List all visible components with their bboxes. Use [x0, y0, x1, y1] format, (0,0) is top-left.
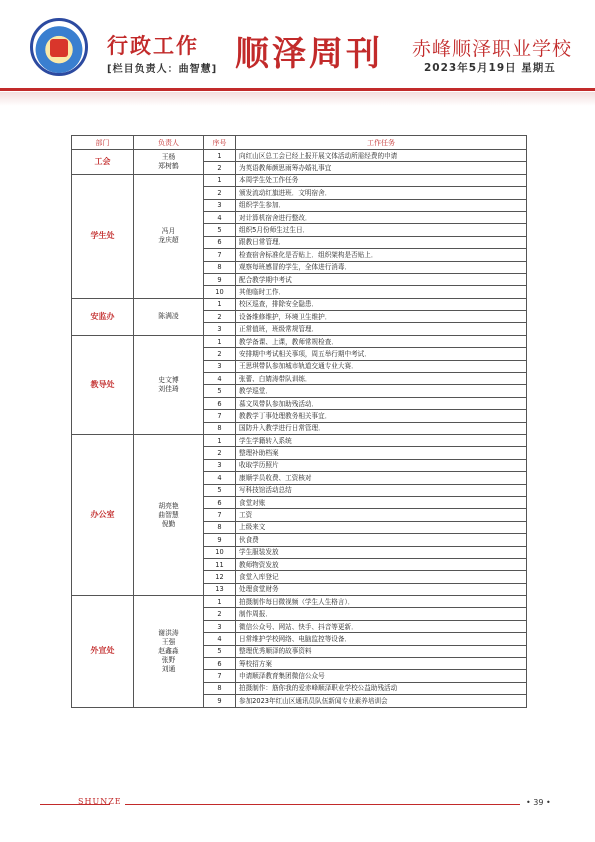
task-number: 8	[204, 422, 236, 434]
dept-cell: 工会	[72, 150, 134, 175]
school-logo	[30, 18, 88, 76]
column-title: 行政工作	[107, 34, 199, 58]
task-number: 2	[204, 311, 236, 323]
person-cell: 冯月 龙庆超	[134, 174, 204, 298]
task-number: 3	[204, 323, 236, 335]
page-header	[0, 0, 595, 92]
task-text: 食堂入库登记	[236, 571, 527, 583]
task-number: 2	[204, 348, 236, 360]
task-number: 1	[204, 596, 236, 608]
task-number: 7	[204, 249, 236, 261]
task-text: 拍摄制作每日微视频（学生人生格言）．	[236, 596, 527, 608]
task-text: 整理补助档案	[236, 447, 527, 459]
task-number: 4	[204, 211, 236, 223]
task-text: 组织学生参加．	[236, 199, 527, 211]
work-task-table	[71, 135, 527, 708]
task-text: 食堂对账	[236, 496, 527, 508]
task-text: 颁发流动红旗进班．文明宿舍．	[236, 187, 527, 199]
header-person: 负责人	[134, 136, 204, 150]
header-number: 序号	[204, 136, 236, 150]
task-text: 拍摄制作：筋你我的爱赤峰顺泽职业学校公益助残活动	[236, 682, 527, 694]
task-text: 为英语教师颜思雨筹办婚礼事宜	[236, 162, 527, 174]
task-text: 跟教日常管理．	[236, 236, 527, 248]
task-text: 教师物资发放	[236, 558, 527, 570]
table-body	[72, 150, 527, 708]
task-number: 7	[204, 410, 236, 422]
task-text: 写科技馆活动总结	[236, 484, 527, 496]
task-text: 教学巡堂．	[236, 385, 527, 397]
task-number: 12	[204, 571, 236, 583]
task-text: 张蕾、白婧涛带队训练．	[236, 373, 527, 385]
magazine-title: 顺泽周刊	[235, 34, 383, 74]
task-text: 观察每班感冒的学生，全体进行消毒．	[236, 261, 527, 273]
task-number: 7	[204, 509, 236, 521]
task-number: 9	[204, 273, 236, 285]
school-name: 赤峰顺泽职业学校	[412, 38, 573, 60]
page-number: • 39 •	[526, 798, 551, 807]
task-number: 11	[204, 558, 236, 570]
task-number: 1	[204, 174, 236, 186]
table-row	[72, 434, 527, 446]
task-number: 1	[204, 335, 236, 347]
task-number: 3	[204, 199, 236, 211]
task-number: 13	[204, 583, 236, 595]
task-number: 9	[204, 695, 236, 707]
task-number: 1	[204, 298, 236, 310]
footer-brand: SHUNZE	[78, 797, 122, 806]
task-text: 组织5月份师生过生日．	[236, 224, 527, 236]
task-text: 学生学籍转入系统	[236, 434, 527, 446]
task-number: 5	[204, 484, 236, 496]
task-text: 日常维护学校网络、电脑监控等设备．	[236, 633, 527, 645]
task-number: 10	[204, 546, 236, 558]
task-number: 6	[204, 397, 236, 409]
task-number: 8	[204, 521, 236, 533]
person-cell: 陈满凌	[134, 298, 204, 335]
task-number: 3	[204, 620, 236, 632]
task-text: 康顺学员收费、工资核对	[236, 472, 527, 484]
task-text: 整理优秀顺泽的故事资料	[236, 645, 527, 657]
person-cell: 胡亮艳 曲智慧 倪勤	[134, 434, 204, 595]
person-cell: 王杨 郑树鹤	[134, 150, 204, 175]
task-number: 4	[204, 472, 236, 484]
task-number: 10	[204, 286, 236, 298]
task-text: 参加2023年红山区通讯员队伍新闻专业素养培训会	[236, 695, 527, 707]
table-row	[72, 596, 527, 608]
task-text: 学生服装发放	[236, 546, 527, 558]
task-number: 3	[204, 459, 236, 471]
task-text: 教学备课、上课，教师常规检查．	[236, 335, 527, 347]
dept-cell: 安监办	[72, 298, 134, 335]
table-row	[72, 150, 527, 162]
task-number: 2	[204, 608, 236, 620]
task-text: 申请顺泽教育集团微信公众号	[236, 670, 527, 682]
table-row	[72, 335, 527, 347]
task-number: 8	[204, 261, 236, 273]
header-dept: 部门	[72, 136, 134, 150]
dept-cell: 教导处	[72, 335, 134, 434]
dept-cell: 学生处	[72, 174, 134, 298]
task-text: 其他临时工作．	[236, 286, 527, 298]
task-text: 向红山区总工会已经上报开展文体活动所需经费的申请	[236, 150, 527, 162]
task-number: 6	[204, 236, 236, 248]
task-number: 5	[204, 385, 236, 397]
task-number: 9	[204, 534, 236, 546]
task-text: 校区巡查，排除安全隐患．	[236, 298, 527, 310]
task-text: 收取学历照片	[236, 459, 527, 471]
task-text: 慕文凤带队参加助残活动．	[236, 397, 527, 409]
task-text: 伙食费	[236, 534, 527, 546]
header-task: 工作任务	[236, 136, 527, 150]
task-text: 国防升入教学进行日常管理．	[236, 422, 527, 434]
task-text: 检查宿舍标准化是否贴上．组织架构是否贴上．	[236, 249, 527, 261]
task-number: 4	[204, 373, 236, 385]
task-text: 教教学丁事处理教务相关事宜．	[236, 410, 527, 422]
task-number: 6	[204, 496, 236, 508]
person-cell: 谢洪涛 王强 赵鑫淼 张野 刘通	[134, 596, 204, 708]
task-number: 6	[204, 658, 236, 670]
task-number: 2	[204, 187, 236, 199]
column-editor: [栏目负责人：曲智慧]	[107, 64, 218, 75]
task-number: 4	[204, 633, 236, 645]
table-row	[72, 298, 527, 310]
footer-rule-right	[125, 804, 520, 805]
task-text: 筹校招方案	[236, 658, 527, 670]
task-text: 微信公众号、网站、快手、抖音等更新．	[236, 620, 527, 632]
task-number: 1	[204, 434, 236, 446]
task-text: 安排期中考试相关事项，周五举行期中考试．	[236, 348, 527, 360]
task-text: 上级来文	[236, 521, 527, 533]
logo-emblem	[50, 39, 68, 57]
task-number: 2	[204, 447, 236, 459]
table-row	[72, 174, 527, 186]
task-text: 工资	[236, 509, 527, 521]
task-number: 5	[204, 645, 236, 657]
task-text: 本周学生处工作任务	[236, 174, 527, 186]
issue-date: 2023年5月19日 星期五	[424, 62, 556, 74]
task-number: 1	[204, 150, 236, 162]
task-text: 处理食堂财务	[236, 583, 527, 595]
task-number: 7	[204, 670, 236, 682]
header-divider	[0, 88, 595, 91]
task-text: 对计算机宿舍进行整改．	[236, 211, 527, 223]
header-band	[0, 92, 595, 106]
task-text: 配合教学期中考试	[236, 273, 527, 285]
dept-cell: 外宣处	[72, 596, 134, 708]
task-number: 3	[204, 360, 236, 372]
table-header-row	[72, 136, 527, 150]
task-number: 2	[204, 162, 236, 174]
task-text: 设备维修维护，环境卫生维护．	[236, 311, 527, 323]
task-text: 正常值班，班级常规管理．	[236, 323, 527, 335]
task-number: 8	[204, 682, 236, 694]
task-text: 制作周报．	[236, 608, 527, 620]
person-cell: 史文博 刘佳琦	[134, 335, 204, 434]
task-text: 王思琪带队参加城市轨道交通专业大赛．	[236, 360, 527, 372]
dept-cell: 办公室	[72, 434, 134, 595]
task-number: 5	[204, 224, 236, 236]
